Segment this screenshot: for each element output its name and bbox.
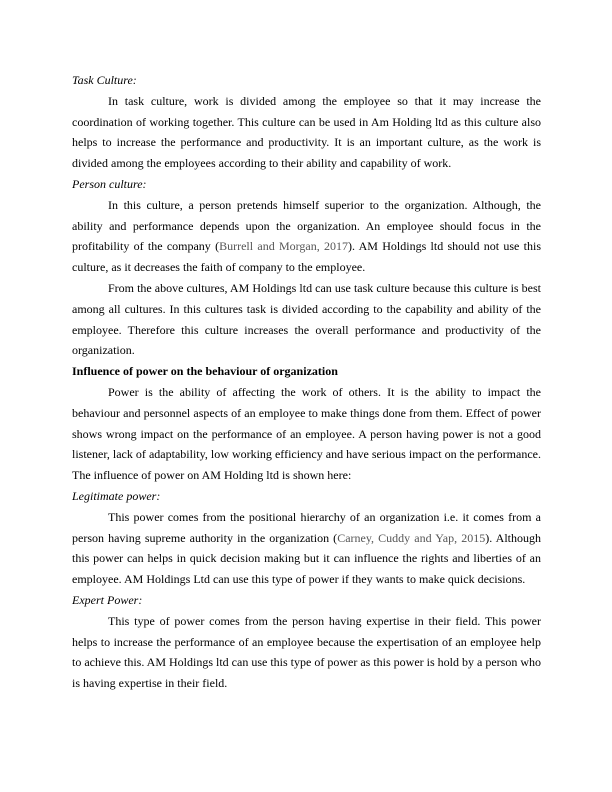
task-culture-heading: Task Culture:: [72, 73, 137, 87]
citation-burrell-morgan: Burrell and Morgan, 2017: [219, 239, 349, 254]
expert-power-heading: Expert Power:: [72, 592, 143, 607]
conclusion-paragraph: From the above cultures, AM Holdings ltd can use task culture because this culture is best among all cultures. In this cultures task is divided according to the capability and ability of the employee. Therefore this culture increases the overall performance and productivity of the organization.: [72, 280, 541, 358]
influence-heading: Influence of power on the behaviour of organization: [72, 364, 338, 379]
expert-power-paragraph: This type of power comes from the person having expertise in their field. This power helps to increase the performance of an employee because the expertisation of an employee help to achieve this. AM Holdings ltd can use this type of power as this power is hold by a person who is having expertise in their field.: [72, 613, 541, 691]
legitimate-text-end: ). Although this power can helps in quick decision making but it can influence the rights and liberties of an employee. AM Holdings Ltd can use this type of power if they wants to make quick decisions.: [72, 530, 541, 587]
task-culture-paragraph: In task culture, work is divided among the employee so that it may increase the coordination of working together. This culture can be used in Am Holding ltd as this culture also helps to increase the performance and productivity. It is an important culture, as the work is divided among the employees according to their ability and capability of work.: [72, 93, 541, 171]
legitimate-power-paragraph: [72, 507, 541, 590]
legitimate-power-heading: Legitimate power:: [72, 488, 161, 503]
person-culture-heading: Person culture:: [72, 176, 147, 191]
person-culture-text-end: ). AM Holdings ltd should not use this culture, as it decreases the faith of company to the employee.: [72, 239, 542, 275]
legitimate-text-start: This power comes from the positional hierarchy of an organization i.e. it comes from a person having supreme authority in the organization (: [72, 509, 541, 545]
influence-paragraph: Power is the ability of affecting the work of others. It is the ability to impact the behaviour and personnel aspects of an employee to make things done from them. Effect of power shows wrong impact on the performance of an employee. A person having power is not a good listener, lack of adaptability, low working efficiency and have serious impact on the performance. The influence of power on AM Holding ltd is shown here:: [72, 384, 541, 483]
document-page: [72, 70, 541, 694]
person-culture-text-start: In this culture, a person pretends himself superior to the organization. Although, the ability and performance depends upon the organization. An employee should focus in the profitability of the company (: [72, 197, 541, 254]
person-culture-paragraph: [72, 195, 541, 278]
citation-carney-cuddy-yap: Carney, Cuddy and Yap, 2015: [337, 530, 486, 545]
